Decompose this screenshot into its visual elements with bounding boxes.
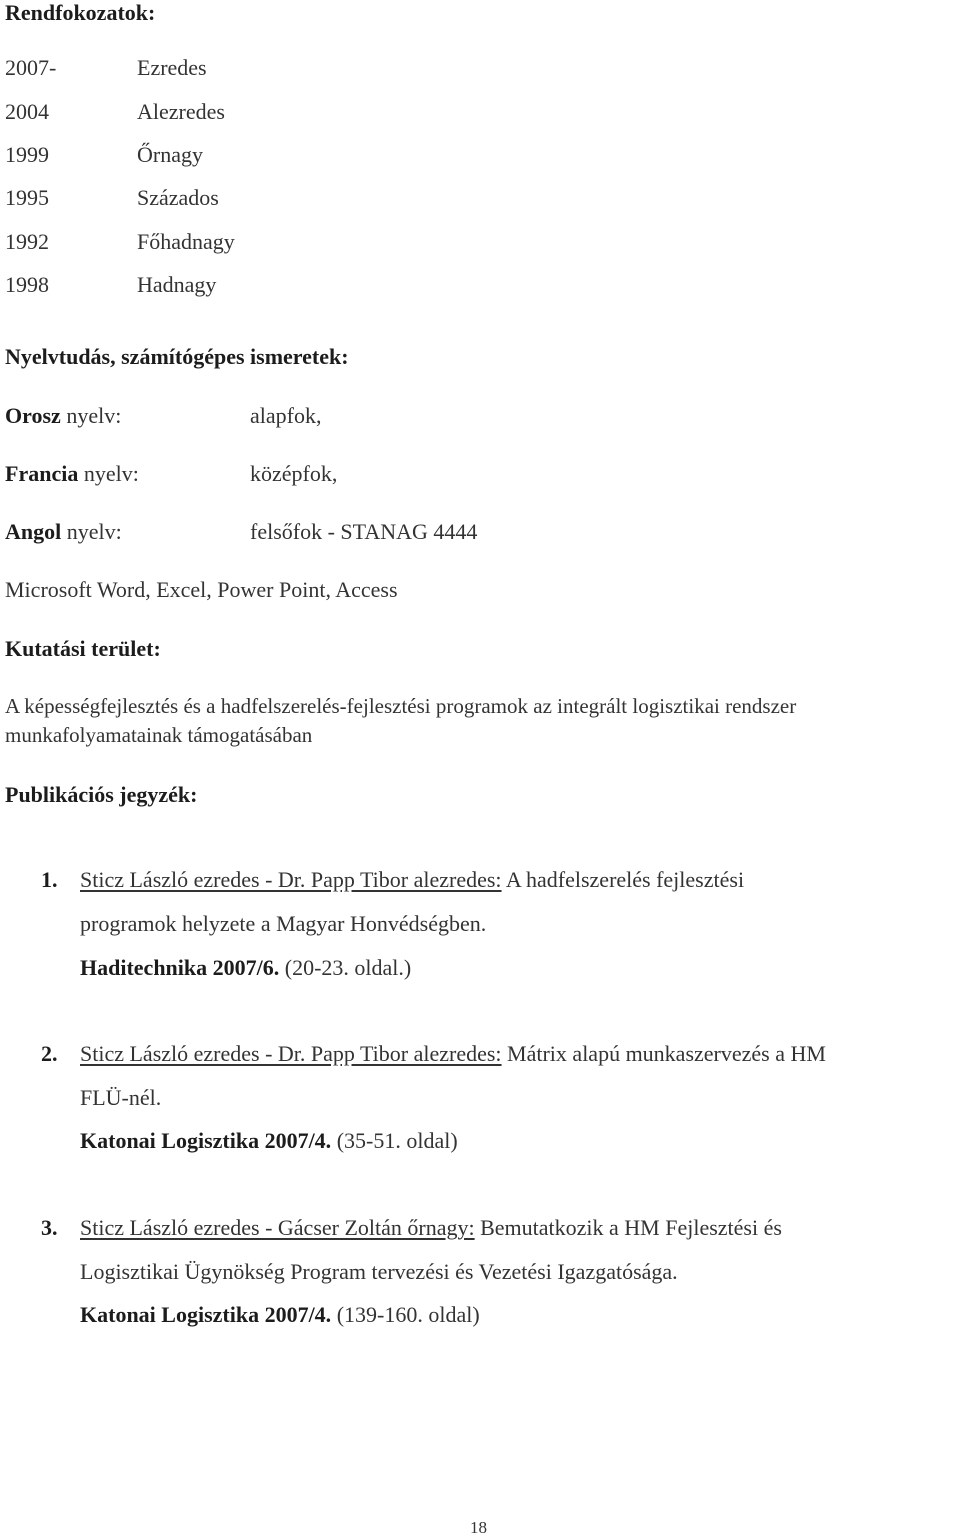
computer-skills: Microsoft Word, Excel, Power Point, Access [5,577,398,602]
publication-number: 1. [41,867,58,892]
publication-line [80,1215,782,1241]
rank-year: 1998 [5,272,49,297]
rank-name: Hadnagy [137,272,217,297]
publication-pages: (20-23. oldal.) [279,955,412,980]
rank-name: Ezredes [137,55,207,80]
language-label [5,519,122,545]
publication-title: A hadfelszerelés fejlesztési [501,867,745,892]
publication-title: Bemutatkozik a HM Fejlesztési és [474,1215,782,1240]
publication-journal: Katonai Logisztika 2007/4. [80,1302,332,1327]
language-name: Orosz [5,403,61,428]
languages-heading: Nyelvtudás, számítógépes ismeretek: [5,344,349,369]
publication-title-cont: programok helyzete a Magyar Honvédségben. [80,911,487,936]
language-suffix: nyelv: [78,461,139,486]
publication-title-cont: Logisztikai Ügynökség Program tervezési és Vezetési Igazgatósága. [80,1259,678,1284]
rank-year: 1999 [5,142,49,167]
publication-journal: Katonai Logisztika 2007/4. [80,1128,332,1153]
publication-title: Mátrix alapú munkaszervezés a HM [501,1041,826,1066]
language-name: Angol [5,519,62,544]
research-text-line2: munkafolyamatainak támogatásában [5,723,313,747]
publication-authors: Sticz László ezredes - Dr. Papp Tibor alezredes: [80,867,502,892]
rank-year: 1995 [5,185,49,210]
page-number: 18 [470,1518,487,1537]
rank-name: Százados [137,185,219,210]
language-label [5,461,139,487]
publication-pages: (139-160. oldal) [331,1302,480,1327]
language-suffix: nyelv: [61,519,122,544]
publication-line [80,867,744,893]
language-name: Francia [5,461,79,486]
language-label [5,403,121,429]
publication-source [80,955,411,981]
rank-name: Főhadnagy [137,229,235,254]
rank-year: 2004 [5,99,49,124]
publication-number: 3. [41,1215,58,1240]
publication-authors: Sticz László ezredes - Gácser Zoltán őrnagy: [80,1215,475,1240]
language-level: felsőfok - STANAG 4444 [250,519,478,544]
ranks-heading: Rendfokozatok: [5,0,156,25]
rank-name: Alezredes [137,99,225,124]
research-text-line1: A képességfejlesztés és a hadfelszerelés-fejlesztési programok az integrált logisztikai rendszer [5,694,797,718]
language-level: középfok, [250,461,338,486]
rank-name: Őrnagy [137,142,203,167]
publication-authors: Sticz László ezredes - Dr. Papp Tibor alezredes: [80,1041,502,1066]
rank-year: 2007- [5,55,57,80]
publication-pages: (35-51. oldal) [331,1128,458,1153]
publication-title-cont: FLÜ-nél. [80,1085,162,1110]
publication-line [80,1041,826,1067]
rank-year: 1992 [5,229,49,254]
publication-source [80,1302,480,1328]
language-level: alapfok, [250,403,322,428]
publication-number: 2. [41,1041,58,1066]
publication-journal: Haditechnika 2007/6. [80,955,280,980]
language-suffix: nyelv: [60,403,122,428]
research-heading: Kutatási terület: [5,636,161,661]
publication-source [80,1128,458,1154]
publications-heading: Publikációs jegyzék: [5,782,198,807]
